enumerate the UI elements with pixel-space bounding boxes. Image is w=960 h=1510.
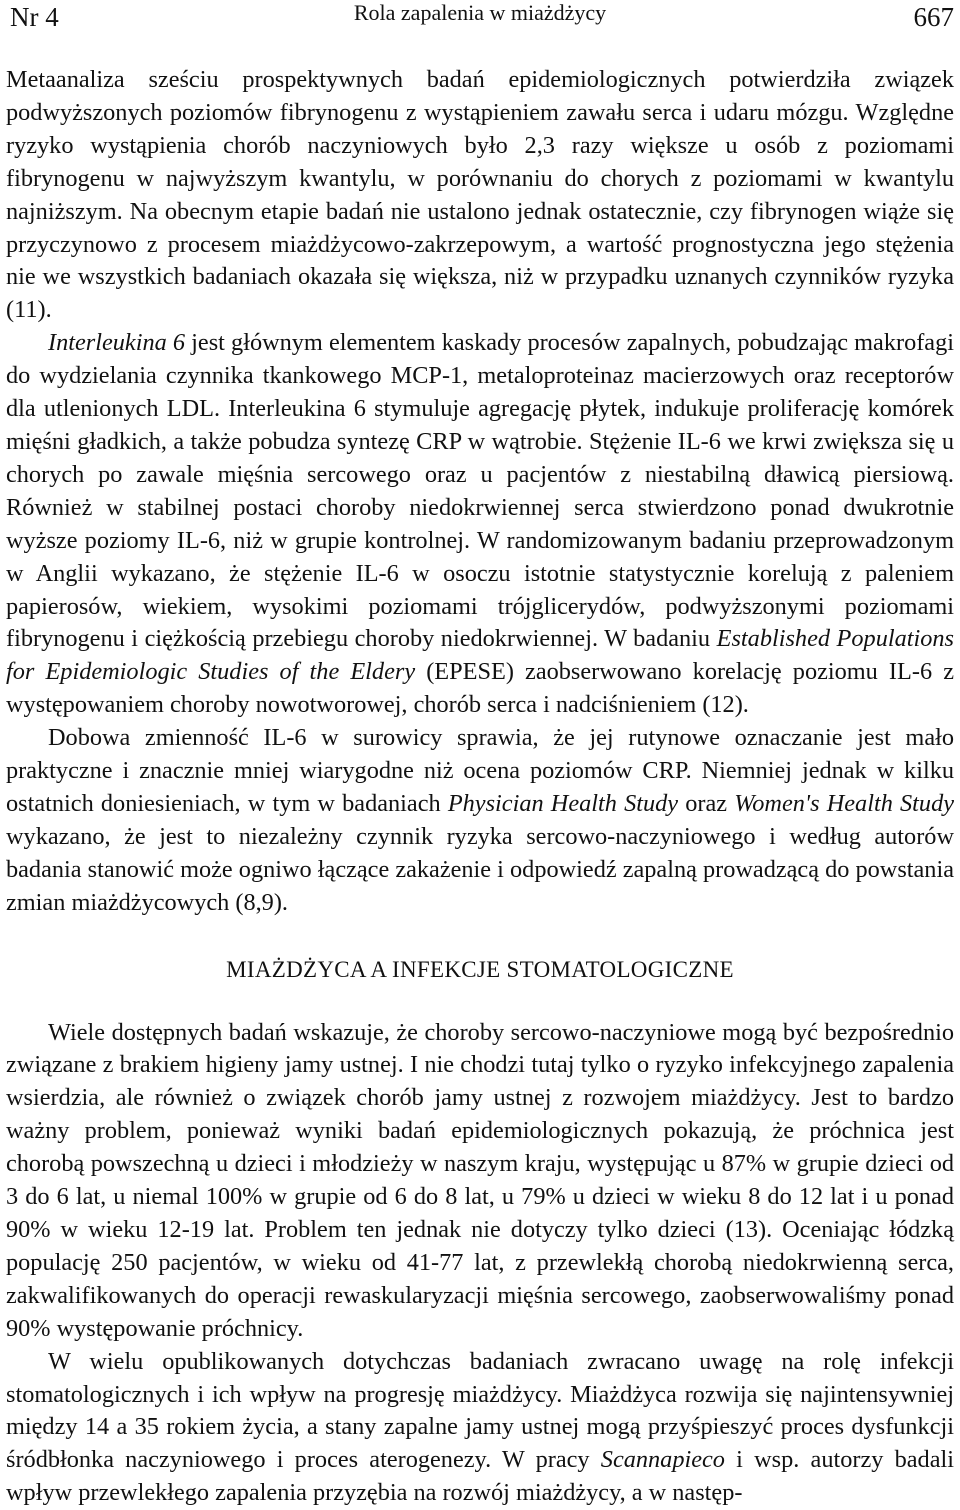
paragraph-text: oraz: [678, 789, 735, 817]
running-title: Rola zapalenia w miażdżycy: [353, 0, 607, 25]
paragraph-oral-hygiene: [6, 1017, 954, 1346]
paragraph-text: wykazano, że jest to niezależny czynnik ryzyka sercowo-naczyniowego i według autorów badania stanowić może ogniwo łączące zakażenie i odpowiedź zapalną prowadzącą do powstania zmian miażdżycowych (8,9).: [6, 822, 954, 916]
italic-author-name: Scannapieco: [600, 1446, 725, 1474]
paragraph-il6-variability: [6, 722, 954, 919]
paragraph-text: Metaanaliza sześciu prospektywnych badań epidemiologicznych potwierdziła związek podwyższonych poziomów fibrynogenu z wystąpieniem zawału serca i udaru mózgu. Względne ryzyko wystąpienia chorób naczyniowych było 2,3 razy większe u osób z poziomami fibrynogenu w najwyższym kwantylu, w porównaniu do chorych z poziomami w kwantylu najniższym. Na obecnym etapie badań nie ustalono jednak ostatecznie, czy fibrynogen wiąże się przyczynowo z procesem miażdżycowo-zakrzepowym, a wartość prognostyczna jego stężenia nie we wszystkich badaniach okazała się większa, niż w przypadku uznanych czynników ryzyka (11).: [6, 66, 954, 324]
paragraph-fibrinogen: [6, 64, 954, 327]
paragraph-text: jest głównym elementem kaskady procesów zapalnych, pobudzając makrofagi do wydzielania czynnika tkankowego MCP-1, metaloproteinaz macierzowych oraz receptorów dla utlenionych LDL. Interleukina 6 stymuluje agregację płytek, indukuje proliferację komórek mięśni gładkich, a także pobudza syntezę CRP w wątrobie. Stężenie IL-6 we krwi zwiększa się u chorych po zawale mięśnia sercowego oraz u pacjentów z niestabilną dławicą piersiową. Również w stabilnej postaci choroby niedokrwiennej serca stwierdzono ponad dwukrotnie wyższe poziomy IL-6, niż w grupie kontrolnej. W randomizowanym badaniu przeprowadzonym w Anglii wykazano, że stężenie IL-6 w osoczu istotnie statystycznie korelują z paleniem papierosów, wiekiem, wysokimi poziomami trójglicerydów, podwyższonymi poziomami fibrynogenu i ciężkością przebiegu choroby niedokrwiennej. W badaniu: [6, 329, 954, 653]
italic-study-name: Women's Health Study: [734, 789, 955, 817]
italic-study-name: Established Populations for Epidemiologic Studies of the Eldery: [6, 625, 954, 686]
paragraph-text: i wsp. autorzy badali wpływ przewlekłego zapalenia przyzębia na rozwój miażdżycy, a w następ-: [6, 1446, 954, 1507]
section-heading: MIAŻDŻYCA A INFEKCJE STOMATOLOGICZNE: [226, 956, 734, 982]
article-body: [6, 64, 954, 1510]
paragraph-text: (EPESE) zaobserwowano korelację poziomu IL-6 z występowaniem choroby nowotworowej, chorób serca i nadciśnieniem (12).: [6, 658, 954, 719]
paragraph-text: Wiele dostępnych badań wskazuje, że choroby sercowo-naczyniowe mogą być bezpośrednio związane z brakiem higieny jamy ustnej. I nie chodzi tutaj tylko o ryzyko infekcyjnego zapalenia wsierdzia, ale również o związek chorób jamy ustnej z rozwojem miażdżycy. Jest to bardzo ważny problem, ponieważ wyniki badań epidemiologicznych pokazują, że próchnica jest chorobą powszechną u dzieci i młodzieży w naszym kraju, występując u 87% w grupie dzieci od 3 do 6 lat, u niemal 100% w grupie od 6 do 8 lat, u 79% u dzieci w wieku 8 do 12 lat i u ponad 90% w wieku 12-19 lat. Problem ten jednak nie dotyczy tylko dzieci (13). Oceniając łódzką populację 250 pacjentów, w wieku od 41-77 lat, z przewlekłą chorobą niedokrwienną serca, zakwalifikowanych do operacji rewaskularyzacji mięśnia sercowego, zaobserwowaliśmy ponad 90% występowanie próchnicy.: [6, 1018, 954, 1342]
paragraph-text: Dobowa zmienność IL-6 w surowicy sprawia, że jej rutynowe oznaczanie jest mało praktyczne i znacznie mniej wiarygodne niż ocena poziomów CRP. Niemniej jednak w kilku ostatnich doniesieniach, w tym w badaniach: [6, 724, 954, 817]
running-header: [0, 0, 960, 40]
paragraph-interleukin-6: [6, 327, 954, 722]
italic-term: Interleukina 6: [48, 329, 186, 357]
page-number: 667: [913, 2, 954, 32]
paragraph-text: W wielu opublikowanych dotychczas badaniach zwracano uwagę na rolę infekcji stomatologicznych i ich wpływ na progresję miażdżycy. Miażdżyca rozwija się najintensywniej między 14 a 35 rokiem życia, a stany zapalne jamy ustnej mogą przyśpieszyć proces dysfunkcji śródbłonka naczyniowego i proces aterogenezy. W pracy: [6, 1347, 954, 1474]
paragraph-dental-infections: [6, 1346, 954, 1510]
issue-number: Nr 4: [10, 2, 59, 32]
italic-study-name: Physician Health Study: [447, 789, 679, 817]
